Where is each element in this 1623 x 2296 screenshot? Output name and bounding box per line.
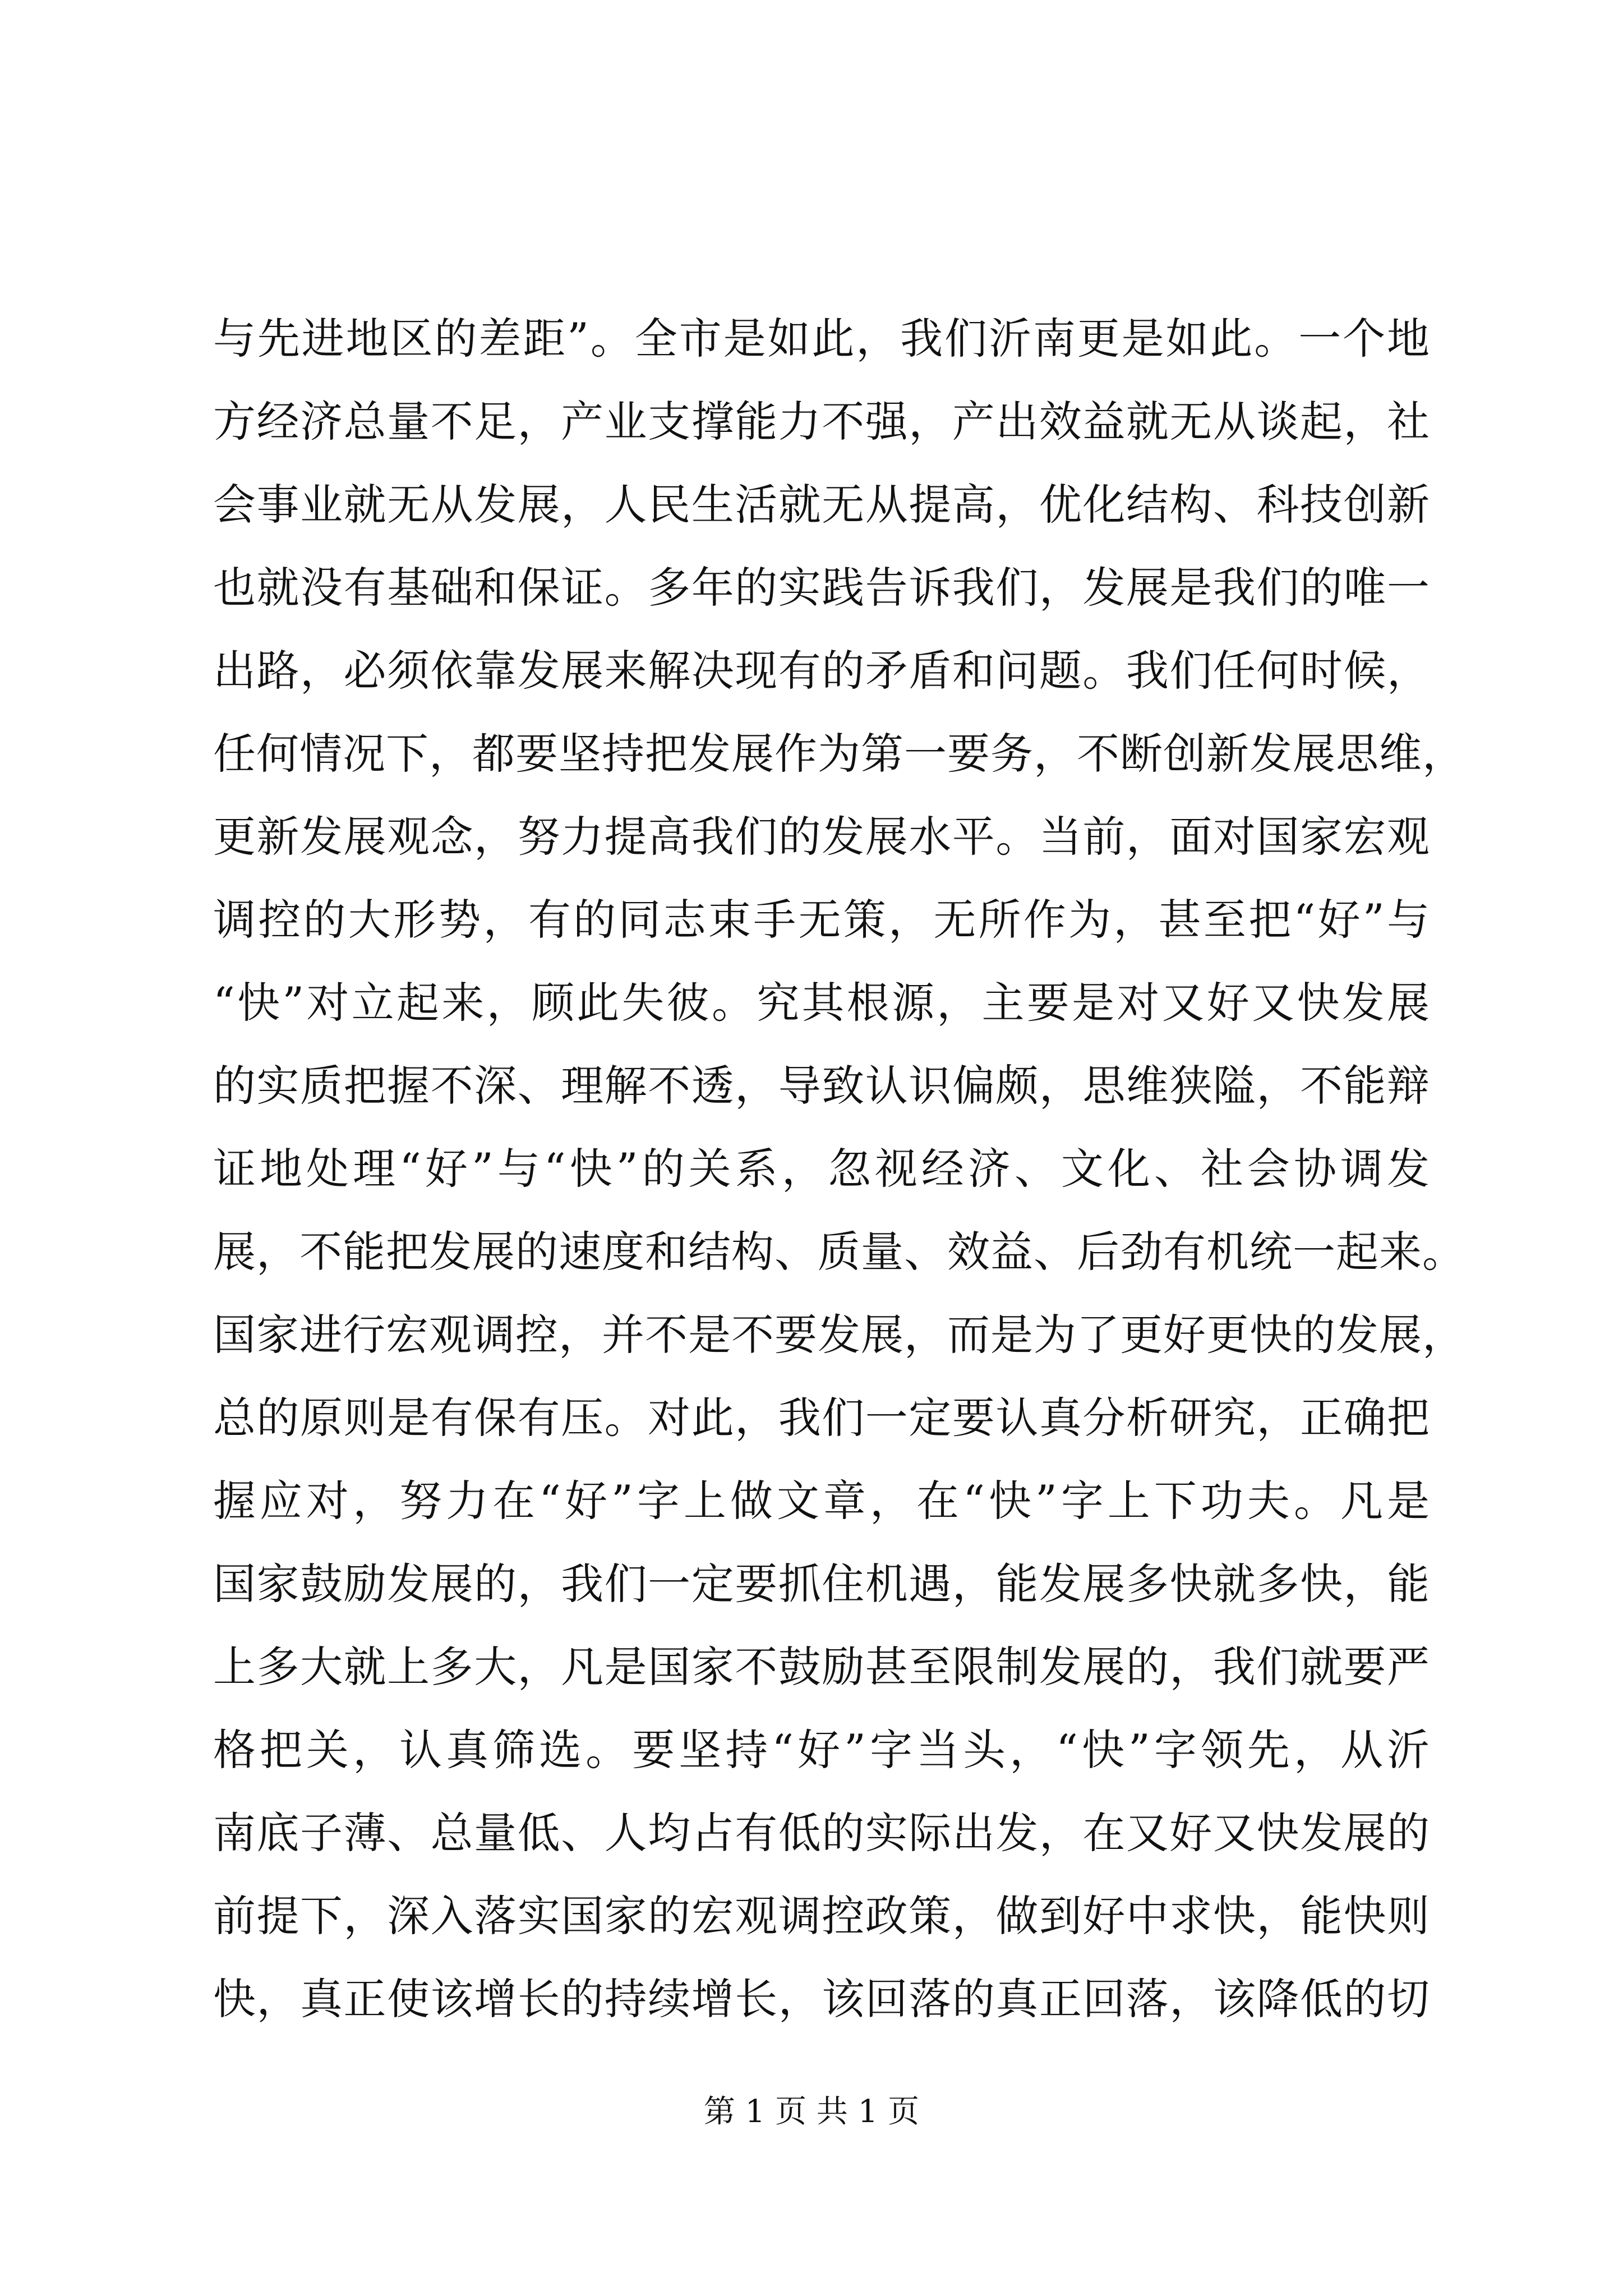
text-line: 证地处理“好”与“快”的关系，忽视经济、文化、社会协调发	[213, 1144, 1430, 1194]
text-line: 格把关，认真筛选。要坚持“好”字当头，“快”字领先，从沂	[213, 1725, 1430, 1775]
text-line: 国家进行宏观调控，并不是不要发展，而是为了更好更快的发展，	[213, 1310, 1465, 1360]
text-line: 快，真正使该增长的持续增长，该回落的真正回落，该降低的切	[213, 1974, 1430, 2024]
text-line: 更新发展观念，努力提高我们的发展水平。当前，面对国家宏观	[213, 812, 1430, 862]
text-line: 任何情况下，都要坚持把发展作为第一要务，不断创新发展思维，	[213, 729, 1465, 779]
body-text	[213, 297, 1465, 2041]
text-line: “快”对立起来，顾此失彼。究其根源，主要是对又好又快发展	[213, 978, 1430, 1028]
text-line: 的实质把握不深、理解不透，导致认识偏颇，思维狭隘，不能辩	[213, 1061, 1430, 1111]
page-number-footer: 第 1 页 共 1 页	[703, 2093, 920, 2130]
text-line: 会事业就无从发展，人民生活就无从提高，优化结构、科技创新	[213, 480, 1430, 530]
text-line: 与先进地区的差距”。全市是如此，我们沂南更是如此。一个地	[213, 314, 1430, 364]
text-line: 也就没有基础和保证。多年的实践告诉我们，发展是我们的唯一	[213, 563, 1430, 613]
text-line: 前提下，深入落实国家的宏观调控政策，做到好中求快，能快则	[213, 1891, 1430, 1941]
text-line: 调控的大形势，有的同志束手无策，无所作为，甚至把“好”与	[213, 895, 1430, 945]
text-line: 展，不能把发展的速度和结构、质量、效益、后劲有机统一起来。	[213, 1227, 1465, 1277]
text-line: 方经济总量不足，产业支撑能力不强，产出效益就无从谈起，社	[213, 397, 1430, 447]
text-line: 南底子薄、总量低、人均占有低的实际出发，在又好又快发展的	[213, 1808, 1430, 1858]
text-line: 出路，必须依靠发展来解决现有的矛盾和问题。我们任何时候，	[213, 646, 1430, 696]
text-line: 上多大就上多大，凡是国家不鼓励甚至限制发展的，我们就要严	[213, 1642, 1430, 1692]
text-line: 握应对，努力在“好”字上做文章，在“快”字上下功夫。凡是	[213, 1476, 1430, 1526]
text-line: 总的原则是有保有压。对此，我们一定要认真分析研究，正确把	[213, 1393, 1430, 1443]
text-line: 国家鼓励发展的，我们一定要抓住机遇，能发展多快就多快，能	[213, 1559, 1430, 1609]
